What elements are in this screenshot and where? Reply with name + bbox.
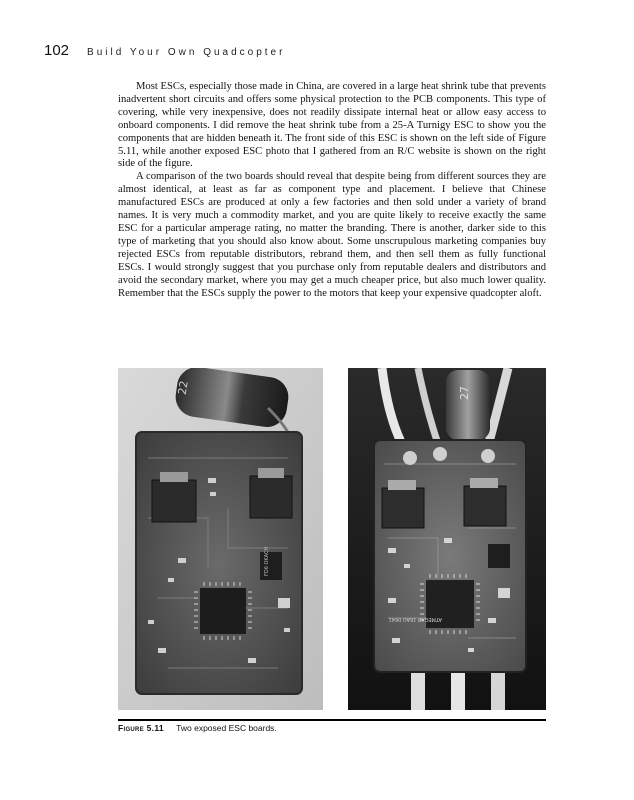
figure-label: Figure 5.11 — [118, 723, 164, 733]
paragraph: A comparison of the two boards should reveal that despite being from different sources they are almost identical, at least as far as component type and placement. I believe that Chinese manufactured ESCs are produced at only a few factories and then sold under a variety of brand names. It is very much a commodity market, and you are quite likely to receive exactly the same ESC for a particular amperage rating, no matter the branding. There is another, darker side to this type of marketing that you should also know about. Some unscrupulous marketing companies buy rejected ESCs from reputable distributors, rebrand them, and then sell them as fully functional ESCs. I would strongly suggest that you purchase only from reputable dealers and distributors and avoid the secondary market, where you may get a much cheaper price, but also much lower quality. Remember that the ESCs supply the power to the motors that keep your expensive quadcopter aloft. — [118, 171, 546, 299]
driver-chip — [488, 544, 510, 568]
right-esc-photo — [348, 368, 546, 710]
left-esc-image — [118, 368, 323, 710]
page-number: 102 — [44, 42, 70, 59]
microcontroller-marking: ATMEGA8 16AU 0641 — [388, 616, 442, 622]
paragraph: Most ESCs, especially those made in China, are covered in a large heat shrink tube that prevents inadvertent short circuits and offers some physical protection to the PCB components. This type of covering, while very inexpensive, does not readily dissipate internal heat or allow easy access to onboard components. I did remove the heat shrink tube from a 25-A Turnigy ESC to show you the components that are hidden beneath it. The front side of this ESC is shown on the left side of Figure 5.11, while another exposed ESC photo that I gathered from an R/C website is shown on the right side of the figure. — [118, 81, 546, 170]
figure-caption — [118, 723, 277, 733]
left-esc-photo — [118, 368, 323, 710]
mosfet — [250, 476, 292, 518]
figure-rule — [118, 719, 546, 721]
capacitor — [446, 370, 490, 440]
microcontroller-chip — [200, 588, 246, 634]
book-title: Build Your Own Quadcopter — [87, 47, 286, 58]
driver-chip-marking: FD6 OKACH — [264, 546, 270, 576]
figure-caption-text: Two exposed ESC boards. — [176, 723, 277, 733]
mosfet — [152, 480, 196, 522]
svg-text:22: 22 — [175, 379, 191, 396]
right-esc-image — [348, 368, 546, 710]
svg-text:27: 27 — [458, 386, 471, 400]
mosfet — [464, 486, 506, 526]
mosfet — [382, 488, 424, 528]
